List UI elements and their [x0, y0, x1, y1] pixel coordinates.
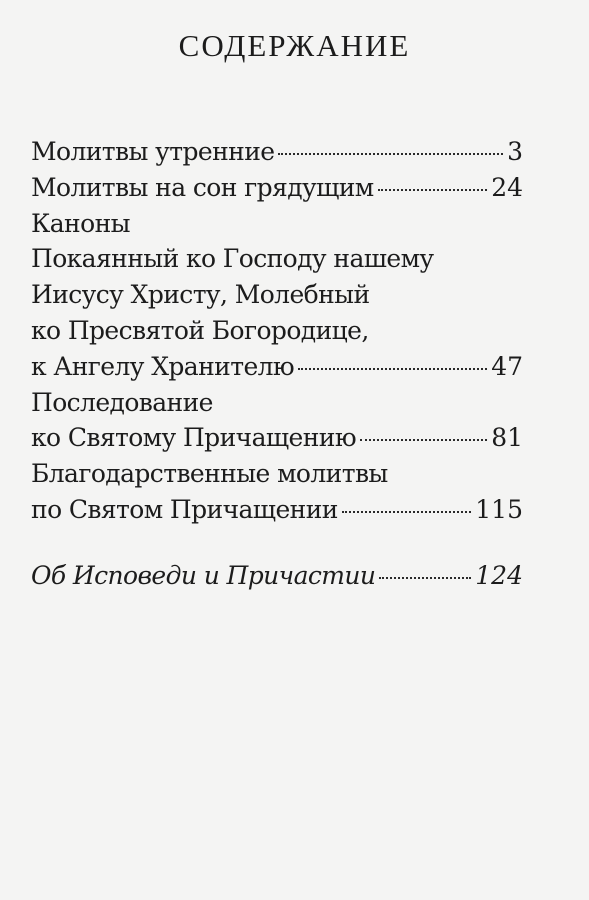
toc-page-number: 115: [475, 494, 523, 524]
toc-page-number: 124: [475, 560, 523, 590]
toc-entry-canons-line-4[interactable]: [31, 313, 523, 349]
toc-entry-canons-line-5[interactable]: [31, 349, 523, 385]
toc-entry-canons[interactable]: [31, 206, 523, 242]
dot-leader: [379, 576, 471, 579]
toc-entry-title: Молитвы на сон грядущим: [31, 172, 374, 202]
toc-entry-communion[interactable]: [31, 385, 523, 421]
toc-entry-evening-prayers[interactable]: [31, 170, 523, 206]
toc-entry-morning-prayers[interactable]: [31, 134, 523, 170]
toc-page-number: 24: [491, 172, 523, 202]
dot-leader: [360, 438, 487, 441]
toc-entry-title: Покаянный ко Господу нашему: [31, 244, 434, 274]
page-title: СОДЕРЖАНИЕ: [178, 28, 411, 63]
dot-leader: [378, 188, 488, 191]
toc-entry-title: к Ангелу Хранителю: [31, 351, 295, 381]
toc-entry-title: ко Пресвятой Богородице,: [31, 315, 369, 345]
toc-entry-title: Иисусу Христу, Молебный: [31, 280, 370, 310]
toc-page-number: 3: [507, 137, 523, 166]
toc-entry-title: Об Исповеди и Причастии: [31, 560, 376, 590]
dot-leader: [298, 367, 487, 370]
toc-entry-communion-line-2[interactable]: [31, 420, 523, 456]
toc-page-number: 81: [491, 423, 523, 453]
toc-entry-title: Последование: [31, 387, 213, 417]
toc-entry-title: Благодарственные молитвы: [31, 459, 388, 489]
toc-entry-canons-line-3[interactable]: [31, 277, 523, 313]
toc-entry-title: Молитвы утренние: [31, 137, 275, 166]
dot-leader: [278, 152, 503, 155]
toc-entry-title: ко Святому Причащению: [31, 423, 357, 453]
toc-entry-title: Каноны: [31, 208, 130, 238]
toc-entry-confession[interactable]: [31, 558, 523, 594]
section-gap: [31, 528, 523, 558]
toc-entry-thanksgiving-line-2[interactable]: [31, 492, 523, 528]
toc-entry-title: по Святом Причащении: [31, 494, 338, 524]
toc-entry-thanksgiving[interactable]: [31, 456, 523, 492]
toc-page-number: 47: [491, 351, 523, 381]
table-of-contents: [31, 134, 523, 594]
dot-leader: [342, 510, 471, 513]
toc-entry-canons-line-2[interactable]: [31, 241, 523, 277]
